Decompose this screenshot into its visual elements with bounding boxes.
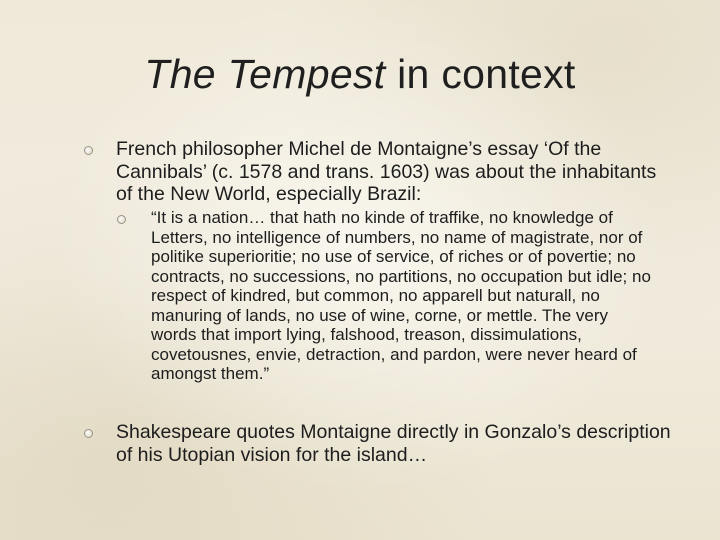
bullet-montaigne-essay: French philosopher Michel de Montaigne’s essay ‘Of the Cannibals’ (c. 1578 and trans. 1603) was about the inhabitants of the New World, especially Brazil: (116, 138, 657, 205)
title-play-name: The Tempest (144, 51, 386, 97)
slide-title (0, 46, 720, 102)
bullet-shakespeare-gonzalo: Shakespeare quotes Montaigne directly in Gonzalo’s description of his Utopian vision for the island… (116, 421, 671, 466)
bullet-marker-icon (117, 215, 126, 224)
bullet-marker-icon (84, 146, 93, 155)
title-rest: in context (385, 51, 576, 97)
bullet-montaigne-quote: “It is a nation… that hath no kinde of traffike, no knowledge of Letters, no intelligence of numbers, no name of magistrate, nor of politike superioritie; no use of service, of riches or of povertie; no contracts, no successions, no partitions, no occupation but idle; no respect of kindred, but common, no apparell but naturall, no manuring of lands, no use of wine, corne, or mettle. The very words that import lying, falshood, treason, dissimulations, covetousnes, envie, detraction, and pardon, were never heard of amongst them.” (151, 208, 651, 383)
bullet-marker-icon (84, 429, 93, 438)
